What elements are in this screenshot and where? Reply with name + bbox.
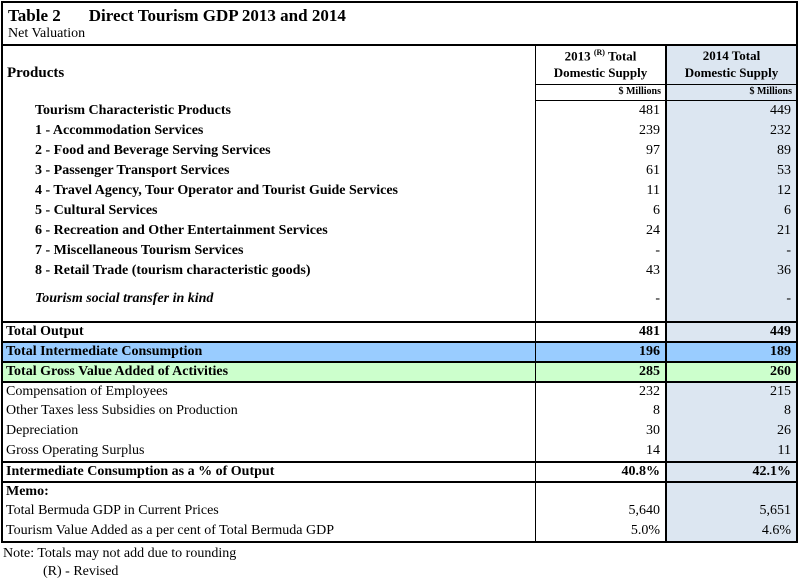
cell-2013: 11 [535, 181, 665, 201]
table-row [3, 261, 796, 281]
cell-2013: 232 [535, 383, 665, 401]
cell-2014: 189 [665, 343, 796, 361]
column-header-2013 [535, 46, 665, 101]
column-header-2013-title [536, 46, 665, 85]
cell-2013: 196 [535, 343, 665, 361]
table-subtitle: Net Valuation [8, 26, 86, 41]
cell-2013: 40.8% [535, 463, 665, 481]
column-header-2014-line1: 2014 Total [702, 48, 761, 64]
row-label: 4 - Travel Agency, Tour Operator and Tourist Guide Services [35, 183, 398, 198]
column-header-2014-title [667, 46, 796, 85]
cell-2014 [665, 281, 796, 289]
table-title [8, 6, 791, 26]
cell-2013: 5,640 [535, 501, 665, 521]
cell-2014: 26 [665, 421, 796, 441]
table-row [3, 201, 796, 221]
table-row [3, 381, 796, 401]
table-row [3, 181, 796, 201]
cell-2014: 8 [665, 401, 796, 421]
table-row [3, 281, 796, 289]
row-label: Depreciation [6, 423, 79, 438]
cell-2014: 21 [665, 221, 796, 241]
row-label: Tourism Value Added as a per cent of Total Bermuda GDP [6, 523, 335, 538]
cell-2014: 4.6% [665, 521, 796, 541]
table-row [3, 221, 796, 241]
units-label-2013: $ Millions [618, 86, 661, 97]
row-label [3, 309, 535, 321]
table-row [3, 141, 796, 161]
table-row [3, 361, 796, 381]
row-label: 3 - Passenger Transport Services [35, 163, 230, 178]
row-label [3, 281, 535, 289]
cell-2014: - [665, 289, 796, 309]
cell-2014: 260 [665, 363, 796, 381]
cell-2013: 97 [535, 141, 665, 161]
row-label: Total Output [6, 324, 84, 339]
cell-2014: 36 [665, 261, 796, 281]
table-row [3, 441, 796, 461]
cell-2014: - [665, 241, 796, 261]
row-label: Tourism social transfer in kind [35, 291, 214, 306]
column-header-2013-line1 [565, 48, 637, 65]
row-label: Tourism Characteristic Products [35, 103, 231, 118]
column-header-2014-line2: Domestic Supply [684, 65, 779, 80]
cell-2014: 6 [665, 201, 796, 221]
table-row [3, 241, 796, 261]
cell-2014: 42.1% [665, 463, 796, 481]
cell-2014 [665, 483, 796, 501]
rounding-note: Note: Totals may not add due to rounding [3, 546, 237, 561]
cell-2014: 232 [665, 121, 796, 141]
table-row [3, 289, 796, 309]
cell-2013: 481 [535, 323, 665, 341]
row-label: Gross Operating Surplus [6, 443, 145, 458]
cell-2014 [665, 309, 796, 321]
cell-2013: 24 [535, 221, 665, 241]
cell-2013: 481 [535, 101, 665, 121]
cell-2013: 6 [535, 201, 665, 221]
row-label: 8 - Retail Trade (tourism characteristic goods) [35, 263, 311, 278]
table-row [3, 101, 796, 121]
cell-2013 [535, 483, 665, 501]
row-label: Intermediate Consumption as a % of Output [6, 464, 275, 479]
cell-2014: 5,651 [665, 501, 796, 521]
cell-2013: 5.0% [535, 521, 665, 541]
cell-2013: 8 [535, 401, 665, 421]
cell-2013: 30 [535, 421, 665, 441]
cell-2014: 89 [665, 141, 796, 161]
cell-2013: 14 [535, 441, 665, 461]
row-label: 5 - Cultural Services [35, 203, 158, 218]
footnotes [1, 543, 799, 581]
cell-2014: 53 [665, 161, 796, 181]
year-2013: 2013 [564, 48, 591, 64]
cell-2014: 449 [665, 101, 796, 121]
cell-2013 [535, 281, 665, 289]
table-row [3, 421, 796, 441]
cell-2013: 285 [535, 363, 665, 381]
title-block [3, 3, 796, 46]
table-title-text: Direct Tourism GDP 2013 and 2014 [88, 6, 346, 25]
cell-2013: 43 [535, 261, 665, 281]
cell-2013: - [535, 289, 665, 309]
table-row [3, 401, 796, 421]
row-label: Memo: [6, 484, 49, 499]
table-row [3, 309, 796, 321]
cell-2013: - [535, 241, 665, 261]
row-label: 6 - Recreation and Other Entertainment Services [35, 223, 328, 238]
table-row [3, 461, 796, 481]
table-row [3, 121, 796, 141]
table-row [3, 161, 796, 181]
row-label: 7 - Miscellaneous Tourism Services [35, 243, 244, 258]
table-row [3, 481, 796, 501]
units-label-2014: $ Millions [749, 86, 792, 97]
row-label: Total Gross Value Added of Activities [6, 364, 229, 379]
table-header-row [3, 46, 796, 101]
row-label: Other Taxes less Subsidies on Production [6, 403, 238, 418]
revised-note: (R) - Revised [43, 564, 119, 579]
table-body [3, 101, 796, 541]
cell-2014: 11 [665, 441, 796, 461]
row-label: Total Intermediate Consumption [6, 344, 203, 359]
row-label: Total Bermuda GDP in Current Prices [6, 503, 219, 518]
column-header-2014 [665, 46, 796, 101]
table-row [3, 501, 796, 521]
table-number: Table 2 [8, 6, 61, 25]
column-header-2013-line2: Domestic Supply [553, 65, 648, 81]
cell-2013: 239 [535, 121, 665, 141]
products-column-header: Products [7, 65, 65, 81]
row-label: 1 - Accommodation Services [35, 123, 204, 138]
revised-superscript: (R) [593, 47, 605, 57]
column-header-2013-total: Total [604, 48, 637, 64]
row-label: 2 - Food and Beverage Serving Services [35, 143, 271, 158]
cell-2014: 449 [665, 323, 796, 341]
cell-2013 [535, 309, 665, 321]
table-row [3, 321, 796, 341]
table-frame [1, 1, 798, 543]
cell-2013: 61 [535, 161, 665, 181]
row-label: Compensation of Employees [6, 384, 168, 399]
table-row [3, 521, 796, 541]
cell-2014: 12 [665, 181, 796, 201]
cell-2014: 215 [665, 383, 796, 401]
table-row [3, 341, 796, 361]
